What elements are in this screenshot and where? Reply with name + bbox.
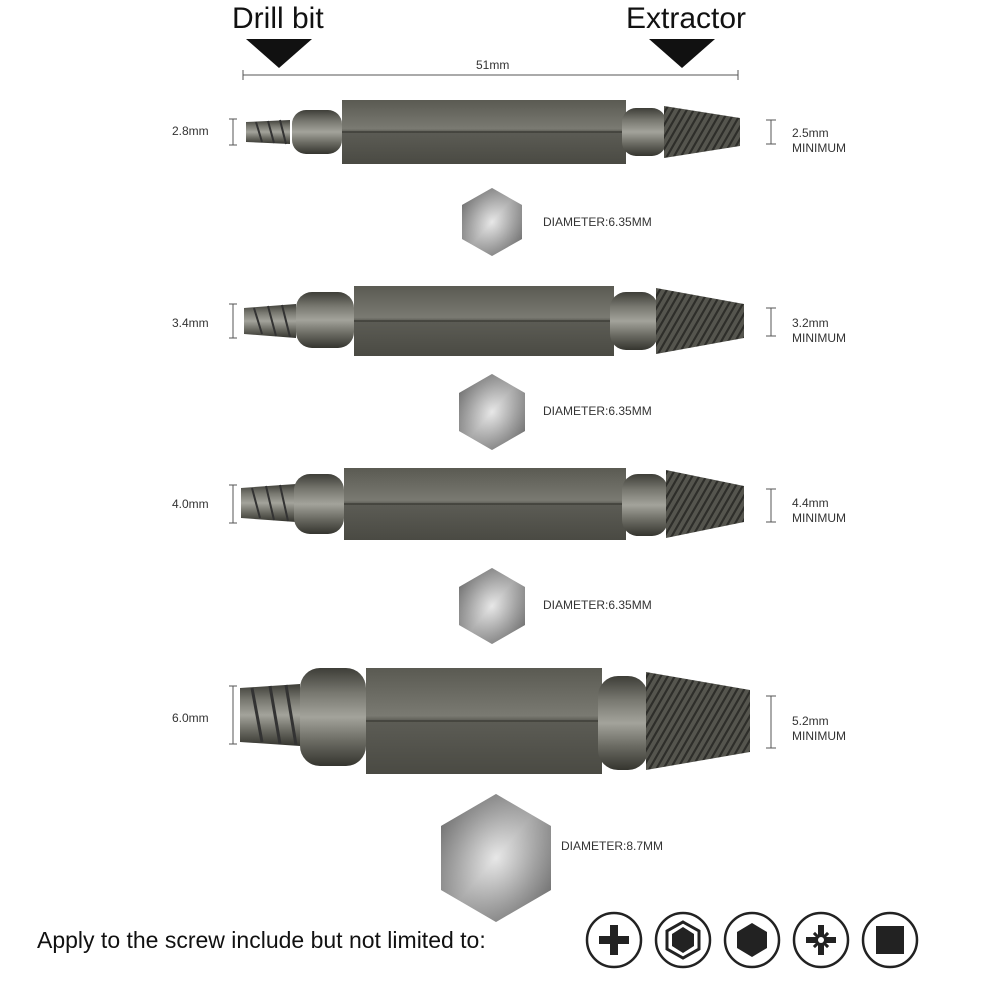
extractor-note-1: MINIMUM (792, 141, 846, 155)
hex-socket-icon (656, 913, 710, 967)
hex-diameter-label-3: DIAMETER:6.35MM (543, 598, 652, 612)
extractor-arrow-icon (649, 39, 715, 68)
extractor-note-3: MINIMUM (792, 511, 846, 525)
drill-arrow-icon (246, 39, 312, 68)
extractor-size-label-4: 5.2mm (792, 714, 829, 728)
extractor-size-label-2: 3.2mm (792, 316, 829, 330)
phillips-icon (587, 913, 641, 967)
hex-icon (725, 913, 779, 967)
extractor-size-label-3: 4.4mm (792, 496, 829, 510)
extractor-note-4: MINIMUM (792, 729, 846, 743)
hex-diameter-label-1: DIAMETER:6.35MM (543, 215, 652, 229)
extractor-note-2: MINIMUM (792, 331, 846, 345)
hex-diameter-label-2: DIAMETER:6.35MM (543, 404, 652, 418)
extractor-size-label-1: 2.5mm (792, 126, 829, 140)
bit-4 (229, 668, 776, 774)
drill-size-label-2: 3.4mm (172, 316, 209, 330)
length-label: 51mm (476, 58, 510, 72)
apply-text: Apply to the screw include but not limited to: (37, 927, 486, 953)
drill-size-label-3: 4.0mm (172, 497, 209, 511)
extractor-label: Extractor (626, 2, 747, 35)
bit-3 (229, 468, 776, 540)
hex-diameter-label-4: DIAMETER:8.7MM (561, 839, 664, 853)
square-icon (863, 913, 917, 967)
bit-2 (229, 286, 776, 356)
drill-bit-label: Drill bit (232, 2, 324, 35)
drill-size-label-1: 2.8mm (172, 124, 209, 138)
torx-icon (794, 913, 848, 967)
bit-1 (229, 100, 776, 164)
drill-size-label-4: 6.0mm (172, 711, 209, 725)
